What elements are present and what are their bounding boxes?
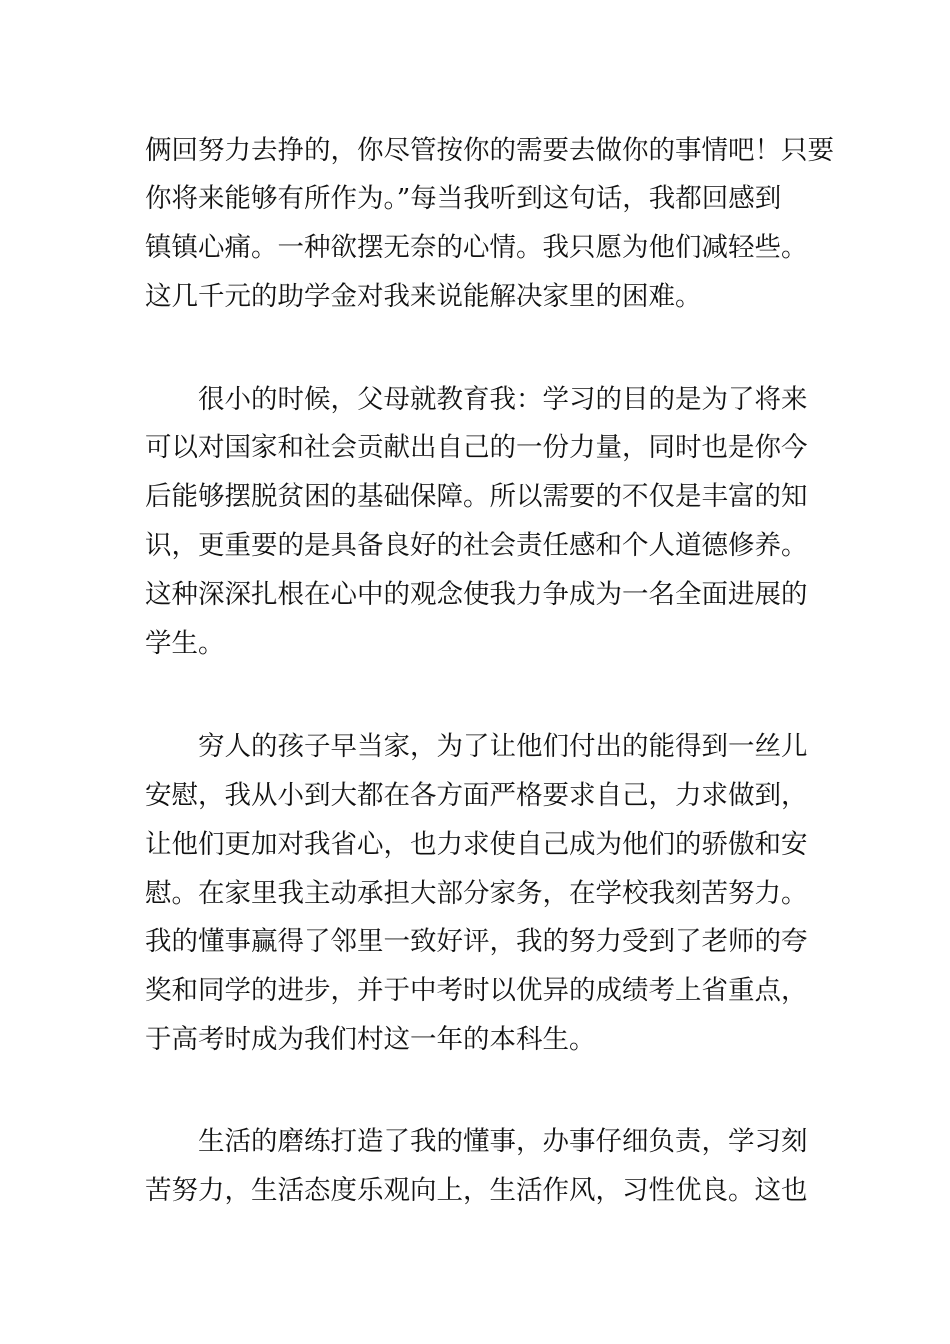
text-line: 让他们更加对我省心，也力求使自己成为他们的骄傲和安 (145, 829, 808, 860)
text-line: 镇镇心痛。一种欲摆无奈的心情。我只愿为他们减轻些。 (145, 232, 808, 263)
text-line: 这几千元的助学金对我来说能解决家里的困难。 (145, 281, 702, 312)
text-line: 这种深深扎根在心中的观念使我力争成为一名全面进展的 (145, 579, 808, 610)
text-line: 可以对国家和社会贡献出自己的一份力量，同时也是你今 (145, 432, 808, 463)
text-line: 很小的时候，父母就教育我：学习的目的是为了将来 (198, 384, 808, 415)
text-line: 奖和同学的进步，并于中考时以优异的成绩考上省重点， (145, 975, 808, 1006)
text-line: 你将来能够有所作为。”每当我听到这句话，我都回感到 (145, 183, 782, 214)
text-line: 俩回努力去挣的，你尽管按你的需要去做你的事情吧！只要 (145, 135, 834, 166)
text-line: 我的懂事赢得了邻里一致好评，我的努力受到了老师的夸 (145, 926, 808, 957)
text-line: 后能够摆脱贫困的基础保障。所以需要的不仅是丰富的知 (145, 481, 808, 512)
text-line: 识，更重要的是具备良好的社会责任感和个人道德修养。 (145, 530, 808, 561)
text-line: 穷人的孩子早当家，为了让他们付出的能得到一丝儿 (198, 731, 808, 762)
text-line: 慰。在家里我主动承担大部分家务，在学校我刻苦努力。 (145, 878, 808, 909)
text-line: 苦努力，生活态度乐观向上，生活作风，习性优良。这也 (145, 1175, 808, 1206)
text-line: 学生。 (145, 628, 225, 659)
text-line: 于高考时成为我们村这一年的本科生。 (145, 1024, 596, 1055)
text-line: 生活的磨练打造了我的懂事，办事仔细负责，学习刻 (198, 1126, 808, 1157)
text-line: 安慰，我从小到大都在各方面严格要求自己，力求做到， (145, 780, 808, 811)
